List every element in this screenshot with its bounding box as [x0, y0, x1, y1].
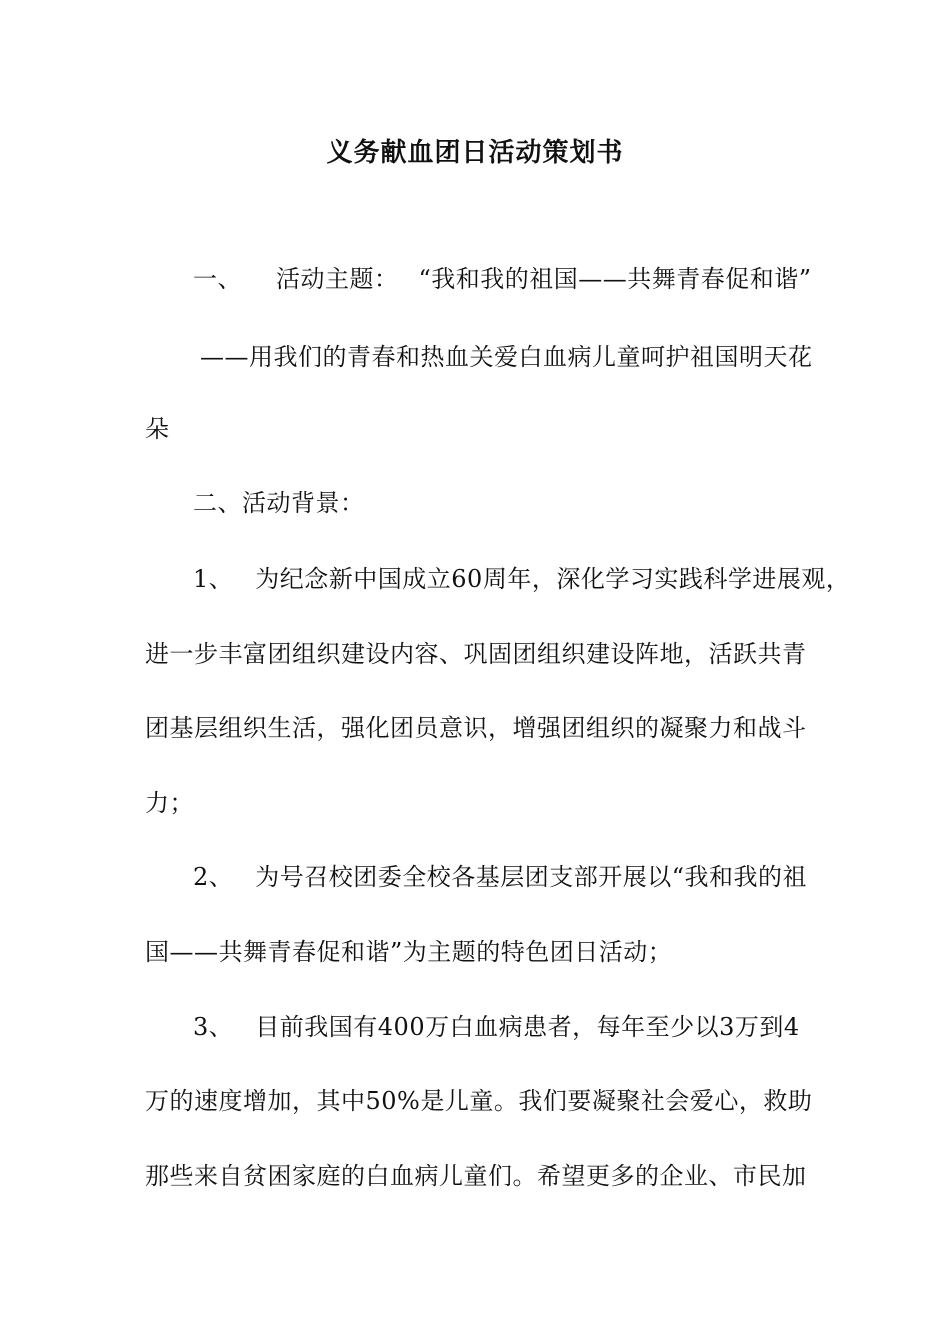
item2-line2: 国——共舞青春促和谐”为主题的特色团日活动；	[145, 938, 673, 966]
section1-heading	[193, 262, 812, 296]
document-title: 义务献血团日活动策划书	[326, 138, 624, 168]
item1-text: 为纪念新中国成立60周年，深化学习实践科学进展观，	[255, 565, 851, 593]
item1-line2: 进一步丰富团组织建设内容、巩固团组织建设阵地，活跃共青	[145, 640, 807, 668]
item3-line2: 万的速度增加，其中50%是儿童。我们要凝聚社会爱心，救助	[145, 1087, 813, 1115]
item1-number: 1、	[193, 565, 234, 593]
item3-number: 3、	[193, 1013, 234, 1041]
section2-heading: 二、活动背景：	[193, 489, 365, 517]
section1-label: 活动主题：	[276, 265, 399, 293]
section1-subtitle-line2: 朵	[145, 415, 170, 443]
item1-line1	[193, 562, 850, 596]
section1-subtitle-line1: ——用我们的青春和热血关爱白血病儿童呵护祖国明天花	[200, 343, 813, 371]
item1-line4: 力；	[145, 789, 194, 817]
item3-line1	[193, 1010, 800, 1044]
section1-number: 一、	[193, 265, 242, 293]
item3-text: 目前我国有400万白血病患者，每年至少以3万到4	[255, 1013, 800, 1041]
section1-theme: “我和我的祖国——共舞青春促和谐”	[418, 265, 812, 293]
item2-number: 2、	[193, 863, 234, 891]
item3-line3: 那些来自贫困家庭的白血病儿童们。希望更多的企业、市民加	[145, 1162, 807, 1190]
item1-line3: 团基层组织生活，强化团员意识，增强团组织的凝聚力和战斗	[145, 714, 807, 742]
item2-text: 为号召校团委全校各基层团支部开展以“我和我的祖	[255, 863, 808, 891]
item2-line1	[193, 860, 807, 894]
